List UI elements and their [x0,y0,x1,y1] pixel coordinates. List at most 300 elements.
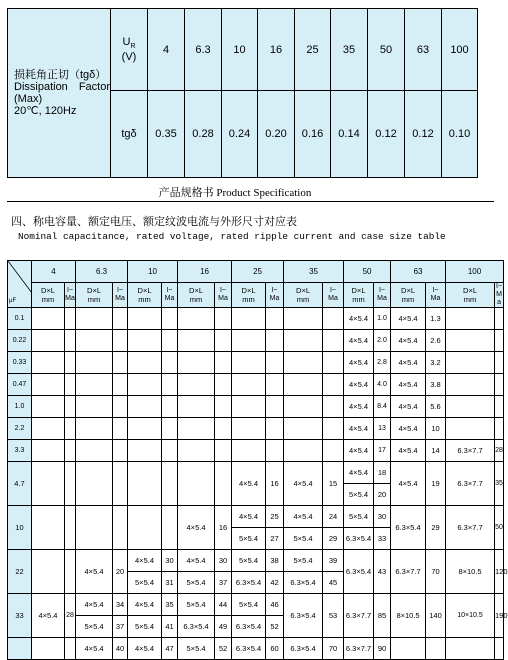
table-row [8,462,504,484]
label-max: (Max) [14,93,43,105]
empty-cell [232,440,266,462]
size-cell: 5×5.4 [344,506,374,528]
size-cell: 4×5.4 [232,506,266,528]
ripple-cell [495,418,504,440]
ripple-cell: 19 [426,462,446,506]
label-en: Dissipation Factor [14,81,110,93]
capacitance-cell: 1.0 [8,396,32,418]
size-cell: 6.3×7.7 [446,506,495,550]
empty-cell [128,506,162,550]
size-cell: 4×5.4 [391,440,426,462]
empty-cell [113,308,128,330]
ripple-cell: 33 [374,528,391,550]
ripple-cell [495,374,504,396]
size-cell: 6.3×7.7 [446,462,495,506]
ripple-cell: 2.8 [374,352,391,374]
empty-cell [323,440,344,462]
size-cell: 5×5.4 [76,616,113,638]
empty-cell [128,330,162,352]
voltage-cell: 35 [331,9,368,91]
ripple-header: I~ Ma [113,283,128,308]
ripple-cell: 30 [162,550,178,572]
empty-cell [284,352,323,374]
size-cell: 8×10.5 [391,594,426,638]
ripple-cell: 27 [266,528,284,550]
size-cell: 5×5.4 [178,572,215,594]
dl-header: D×L mm [391,283,426,308]
tg-cell: 0.12 [368,91,405,178]
ripple-cell: 17 [374,440,391,462]
empty-cell [323,308,344,330]
dl-header: D×L mm [344,283,374,308]
table-row [8,352,504,374]
size-cell: 6.3×7.7 [344,594,374,638]
ripple-cell: 3.2 [426,352,446,374]
empty-cell [65,352,76,374]
size-cell: 5×5.4 [232,528,266,550]
empty-cell [215,330,232,352]
empty-cell [65,374,76,396]
size-cell: 4×5.4 [76,550,113,594]
ripple-cell: 1.0 [374,308,391,330]
size-cell: 5×5.4 [344,484,374,506]
ripple-cell: 3.8 [426,374,446,396]
size-cell: 4×5.4 [391,396,426,418]
capacitance-cell: 4.7 [8,462,32,506]
ripple-cell: 53 [323,594,344,638]
size-cell: 5×5.4 [178,594,215,616]
empty-cell [65,330,76,352]
table-row [8,330,504,352]
empty-cell [65,440,76,462]
size-cell: 5×5.4 [128,572,162,594]
ripple-header: I~ Ma [65,283,76,308]
size-cell: 4×5.4 [128,594,162,616]
empty-cell [215,418,232,440]
empty-cell [178,440,215,462]
empty-cell [426,638,446,660]
size-cell: 4×5.4 [391,374,426,396]
size-cell: 4×5.4 [32,594,65,638]
size-cell: 5×5.4 [284,550,323,572]
size-cell: 6.3×5.4 [232,638,266,660]
ripple-cell: 34 [113,594,128,616]
empty-cell [266,418,284,440]
empty-cell [76,308,113,330]
empty-cell [128,440,162,462]
empty-cell [178,418,215,440]
size-cell: 5×5.4 [284,528,323,550]
size-cell: 4×5.4 [344,440,374,462]
ripple-cell: 8.4 [374,396,391,418]
tg-cell: 0.24 [222,91,258,178]
empty-cell [215,396,232,418]
ripple-cell: 45 [323,572,344,594]
empty-cell [113,418,128,440]
label-cond: 20℃, 120Hz [14,105,77,117]
empty-cell [128,352,162,374]
size-cell: 6.3×5.4 [344,550,374,594]
size-cell: 4×5.4 [232,462,266,506]
empty-cell [32,462,65,506]
empty-cell [232,418,266,440]
ripple-cell: 70 [426,550,446,594]
ripple-cell: 41 [162,616,178,638]
size-cell: 4×5.4 [178,550,215,572]
empty-cell [495,638,504,660]
ripple-cell: 30 [374,506,391,528]
dl-header: D×L mm [32,283,65,308]
ripple-cell: 47 [162,638,178,660]
empty-cell [215,440,232,462]
section-title: 四、称电容量、额定电压、额定纹波电流与外形尺寸对应表 [11,216,297,228]
size-cell: 5×5.4 [178,638,215,660]
empty-cell [178,462,215,506]
empty-cell [323,374,344,396]
voltage-header: 16 [178,261,232,283]
ripple-cell: 29 [426,506,446,550]
ripple-cell: 85 [374,594,391,638]
table-row [8,594,504,616]
empty-cell [232,308,266,330]
empty-cell [32,440,65,462]
empty-cell [32,396,65,418]
voltage-cell: 16 [258,9,295,91]
ripple-cell: 42 [266,572,284,594]
ripple-cell: 15 [323,462,344,506]
size-cell: 4×5.4 [128,638,162,660]
ripple-cell: 16 [266,462,284,506]
empty-cell [76,462,113,506]
ripple-header: I~ Ma [374,283,391,308]
empty-cell [162,506,178,550]
tg-header: tgδ [111,91,148,178]
ripple-header: I~ Ma [323,283,344,308]
ripple-cell: 38 [266,550,284,572]
empty-cell [113,330,128,352]
empty-cell [162,440,178,462]
ripple-header: I~ Ma [496,283,503,306]
empty-cell [113,374,128,396]
empty-cell [323,330,344,352]
tg-cell: 0.14 [331,91,368,178]
size-cell: 4×5.4 [284,506,323,528]
voltage-header: 50 [344,261,391,283]
size-cell: 6.3×7.7 [391,550,426,594]
capacitance-cell: 0.22 [8,330,32,352]
empty-cell [232,374,266,396]
ripple-cell: 52 [266,616,284,638]
empty-cell [323,352,344,374]
size-cell: 4×5.4 [76,638,113,660]
empty-cell [65,396,76,418]
ripple-cell: 14 [426,440,446,462]
ripple-cell: 49 [215,616,232,638]
ripple-cell: 43 [374,550,391,594]
ripple-cell: 50 [495,506,504,550]
ripple-cell [495,308,504,330]
spec-title: 产品规格书 Product Specification [158,187,312,199]
ripple-cell: 1.3 [426,308,446,330]
tg-cell: 0.10 [442,91,478,178]
size-cell: 6.3×5.4 [284,638,323,660]
capacitance-cell: 0.47 [8,374,32,396]
ripple-cell: 20 [113,550,128,594]
empty-cell [162,396,178,418]
empty-cell [76,440,113,462]
size-cell: 4×5.4 [391,352,426,374]
ripple-cell: 31 [162,572,178,594]
voltage-cell: 4 [148,9,185,91]
label-cn: 损耗角正切（tgδ） [14,69,107,81]
empty-cell [32,308,65,330]
subheader-row [8,283,504,308]
table-row [8,374,504,396]
capacitance-cell [8,638,32,660]
empty-cell [128,418,162,440]
size-cell: 4×5.4 [391,418,426,440]
dl-header: D×L mm [446,283,495,308]
size-cell: 6.3×5.4 [284,572,323,594]
empty-cell [178,396,215,418]
empty-cell [162,352,178,374]
voltage-header: 63 [391,261,446,283]
ripple-cell: 37 [113,616,128,638]
dl-header: D×L mm [76,283,113,308]
table-row [8,396,504,418]
size-cell [446,374,495,396]
ripple-cell: 28 [65,594,76,638]
empty-cell [32,374,65,396]
size-cell: 4×5.4 [128,550,162,572]
empty-cell [113,462,128,506]
empty-cell [215,308,232,330]
ripple-cell [495,396,504,418]
ripple-cell [495,330,504,352]
empty-cell [32,418,65,440]
size-cell [446,396,495,418]
ripple-cell: 13 [374,418,391,440]
size-cell: 10×10.5 [446,594,495,638]
corner-unit: μF [9,298,17,304]
size-cell: 4×5.4 [178,506,215,550]
empty-cell [76,352,113,374]
empty-cell [65,506,76,550]
empty-cell [178,330,215,352]
size-cell: 4×5.4 [391,462,426,506]
ripple-cell: 29 [323,528,344,550]
empty-cell [65,638,76,660]
empty-cell [113,440,128,462]
ripple-cell: 30 [215,550,232,572]
empty-cell [162,330,178,352]
ripple-cell: 24 [323,506,344,528]
size-cell: 4×5.4 [344,462,374,484]
empty-cell [323,396,344,418]
empty-cell [215,352,232,374]
empty-cell [232,330,266,352]
voltage-cell: 63 [405,9,442,91]
corner-diagonal [8,261,32,293]
ripple-cell: 70 [323,638,344,660]
capacitance-cell: 10 [8,506,32,550]
ripple-cell: 52 [215,638,232,660]
table-body [8,308,508,660]
dissipation-factor-table [7,8,478,178]
ripple-cell: 35 [495,462,504,506]
table-row [8,550,504,572]
empty-cell [162,418,178,440]
tg-cell: 0.35 [148,91,185,178]
voltage-cell: 6.3 [185,9,222,91]
size-cell: 5×5.4 [232,550,266,572]
table-row [8,440,504,462]
size-cell: 6.3×7.7 [344,638,374,660]
empty-cell [284,418,323,440]
size-cell: 4×5.4 [391,308,426,330]
empty-cell [128,462,162,506]
capacitance-cell: 3.3 [8,440,32,462]
size-cell: 4×5.4 [284,462,323,506]
voltage-header: 100 [446,261,504,283]
empty-cell [266,440,284,462]
empty-cell [65,418,76,440]
size-cell: 4×5.4 [76,594,113,616]
ur-header: $U_R$ (V) [111,9,148,91]
ripple-cell: 2.0 [374,330,391,352]
voltage-cell: 50 [368,9,405,91]
ripple-cell: 10 [426,418,446,440]
dl-header: D×L mm [128,283,162,308]
ripple-cell: 35 [162,594,178,616]
empty-cell [113,396,128,418]
empty-cell [284,440,323,462]
empty-cell [284,396,323,418]
empty-cell [284,374,323,396]
size-cell: 4×5.4 [344,374,374,396]
size-cell: 6.3×5.4 [344,528,374,550]
divider [7,201,494,202]
empty-cell [76,330,113,352]
empty-cell [65,308,76,330]
size-cell: 6.3×5.4 [232,572,266,594]
ripple-cell: 39 [323,550,344,572]
empty-cell [128,396,162,418]
section-subtitle: Nominal capacitance, rated voltage, rated ripple current and case size table [18,231,446,242]
size-cell: 4×5.4 [344,330,374,352]
size-cell: 4×5.4 [344,418,374,440]
empty-cell [32,352,65,374]
empty-cell [215,462,232,506]
size-cell: 6.3×5.4 [232,616,266,638]
empty-cell [232,396,266,418]
ripple-cell: 20 [374,484,391,506]
size-cell: 6.3×7.7 [446,440,495,462]
size-cell [446,352,495,374]
empty-cell [32,506,65,550]
empty-cell [215,374,232,396]
capacitance-cell: 0.1 [8,308,32,330]
empty-cell [446,638,495,660]
empty-cell [128,374,162,396]
table-row [8,638,504,660]
empty-cell [128,308,162,330]
corner-cell [8,261,32,308]
empty-cell [284,308,323,330]
empty-cell [76,418,113,440]
ripple-cell: 140 [426,594,446,638]
ripple-cell: 190 [495,594,504,638]
ripple-cell: 28 [495,440,504,462]
empty-cell [32,550,65,594]
ripple-header: I~ Ma [162,283,178,308]
empty-cell [76,506,113,550]
empty-cell [391,638,426,660]
empty-cell [76,396,113,418]
ripple-cell: 90 [374,638,391,660]
table-row [8,506,504,528]
voltage-header: 6.3 [76,261,128,283]
empty-cell [266,396,284,418]
ripple-cell: 18 [374,462,391,484]
size-cell: 4×5.4 [391,330,426,352]
empty-cell [232,352,266,374]
table-row [8,308,504,330]
tg-cell: 0.16 [295,91,331,178]
size-cell [446,418,495,440]
ripple-cell: 25 [266,506,284,528]
ripple-cell: 120 [495,550,504,594]
empty-cell [162,462,178,506]
dl-header: D×L mm [232,283,266,308]
empty-cell [76,374,113,396]
ripple-header: I~ Ma [215,283,232,308]
capacitance-cell: 2.2 [8,418,32,440]
size-cell: 6.3×5.4 [391,506,426,550]
empty-cell [65,550,76,594]
tg-cell: 0.28 [185,91,222,178]
ripple-cell: 37 [215,572,232,594]
empty-cell [178,308,215,330]
empty-cell [284,330,323,352]
size-cell: 5×5.4 [128,616,162,638]
capacitance-cell: 33 [8,594,32,638]
dissipation-label [8,9,111,178]
ripple-cell: 16 [215,506,232,550]
empty-cell [266,308,284,330]
empty-cell [323,418,344,440]
size-cell: 4×5.4 [344,308,374,330]
ripple-header: I~ Ma [266,283,284,308]
size-cell [446,330,495,352]
empty-cell [266,352,284,374]
empty-cell [266,330,284,352]
capacitance-cell: 22 [8,550,32,594]
empty-cell [178,352,215,374]
empty-cell [178,374,215,396]
voltage-header: 25 [232,261,284,283]
ripple-cell: 60 [266,638,284,660]
table-row [8,418,504,440]
size-cell: 8×10.5 [446,550,495,594]
voltage-cell: 100 [442,9,478,91]
ripple-cell [495,352,504,374]
size-cell: 4×5.4 [344,396,374,418]
voltage-header: 4 [32,261,76,283]
ripple-cell: 2.6 [426,330,446,352]
tg-cell: 0.12 [405,91,442,178]
empty-cell [113,352,128,374]
